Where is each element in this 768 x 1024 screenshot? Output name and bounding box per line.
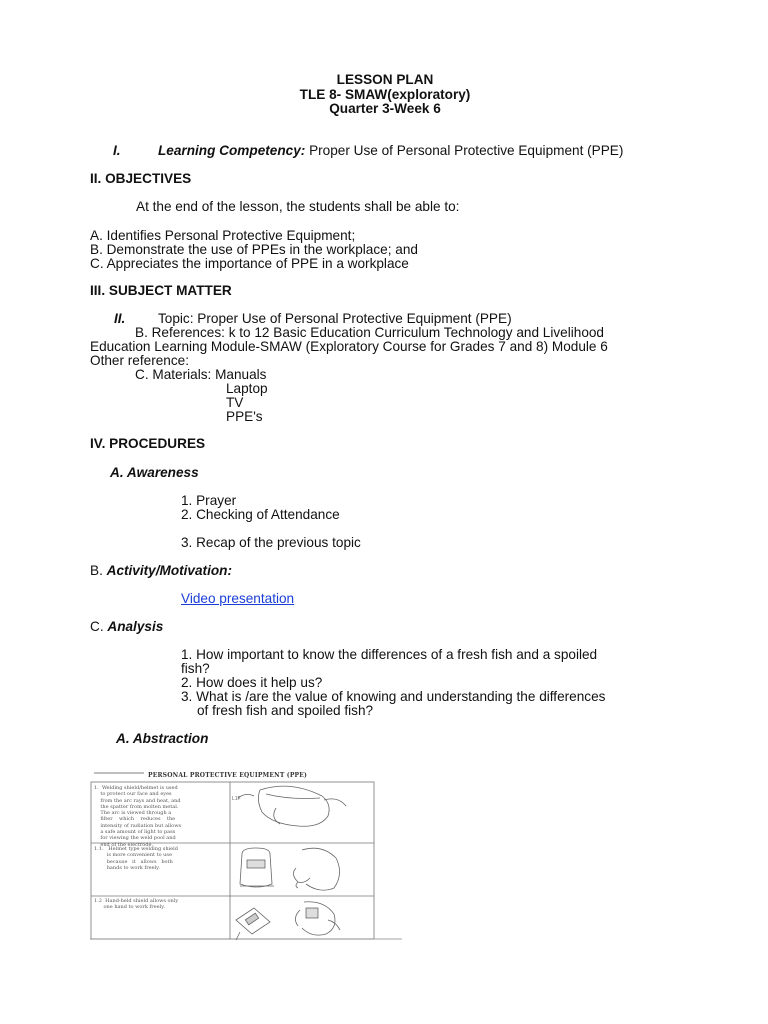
doc-subject: TLE 8- SMAW(exploratory) <box>299 87 471 102</box>
ppe-row-text: 1.2 Hand-held shield allows only one hand to work freely. <box>94 898 179 911</box>
analysis-prefix: C. <box>90 619 108 634</box>
subject-numeral: II. <box>114 311 126 326</box>
analysis-question: fish? <box>181 661 210 676</box>
references-line: Education Learning Module-SMAW (Exploratory Course for Grades 7 and 8) Module 6 <box>90 339 608 354</box>
material-item: PPE's <box>226 409 263 424</box>
competency-line <box>158 143 623 158</box>
other-reference: Other reference: <box>90 353 189 368</box>
procedures-heading: IV. PROCEDURES <box>90 436 206 451</box>
competency-label: Learning Competency: <box>158 143 306 158</box>
svg-text:L1F: L1F <box>232 796 241 802</box>
competency-text: Proper Use of Personal Protective Equipment (PPE) <box>305 143 624 158</box>
ppe-row-text: 1. Welding shield/helmet is used to protect our face and eyes from the arc rays and heat, and the spatter from molten metal. The arc is viewed through a filter which reduces the intensity of radiation but allows a safe amount of light to pass for viewing the weld pool and end of the electrode. <box>94 785 182 848</box>
awareness-item: 3. Recap of the previous topic <box>181 535 361 550</box>
awareness-item: 1. Prayer <box>181 493 237 508</box>
objective-item: B. Demonstrate the use of PPEs in the workplace; and <box>90 242 418 257</box>
material-item: TV <box>226 395 244 410</box>
doc-quarter: Quarter 3-Week 6 <box>329 101 441 116</box>
awareness-item: 2. Checking of Attendance <box>181 507 340 522</box>
subject-matter-heading: III. SUBJECT MATTER <box>90 283 232 298</box>
objectives-heading: II. OBJECTIVES <box>90 171 192 186</box>
objectives-intro: At the end of the lesson, the students shall be able to: <box>136 199 460 214</box>
analysis-label: Analysis <box>107 619 164 634</box>
objective-item: C. Appreciates the importance of PPE in a workplace <box>90 256 409 271</box>
analysis-line <box>90 619 163 634</box>
activity-label: Activity/Motivation: <box>106 563 232 578</box>
abstraction-label: A. Abstraction <box>116 731 209 746</box>
materials-label: C. Materials: Manuals <box>135 367 267 382</box>
ppe-row-text: 1.1. Helmet type welding shield is more convenient to use because it allows both hands to work freely. <box>94 846 178 871</box>
video-presentation-link[interactable]: Video presentation <box>181 591 295 606</box>
analysis-question: 1. How important to know the differences of a fresh fish and a spoiled <box>181 647 598 662</box>
analysis-question: 3. What is /are the value of knowing and understanding the differences <box>181 689 606 704</box>
awareness-label: A. Awareness <box>110 465 199 480</box>
ppe-table-title: PERSONAL PROTECTIVE EQUIPMENT (PPE) <box>148 772 308 779</box>
objective-item: A. Identifies Personal Protective Equipment; <box>90 228 356 243</box>
references-line: B. References: k to 12 Basic Education Curriculum Technology and Livelihood <box>135 325 604 340</box>
doc-title: LESSON PLAN <box>336 72 434 87</box>
competency-numeral: I. <box>113 143 121 158</box>
activity-prefix: B. <box>90 563 107 578</box>
ppe-table-image <box>90 770 402 942</box>
activity-line <box>90 563 232 578</box>
topic-line: Topic: Proper Use of Personal Protective Equipment (PPE) <box>158 311 512 326</box>
analysis-question: 2. How does it help us? <box>181 675 323 690</box>
material-item: Laptop <box>226 381 268 396</box>
analysis-question: of fresh fish and spoiled fish? <box>197 703 374 718</box>
